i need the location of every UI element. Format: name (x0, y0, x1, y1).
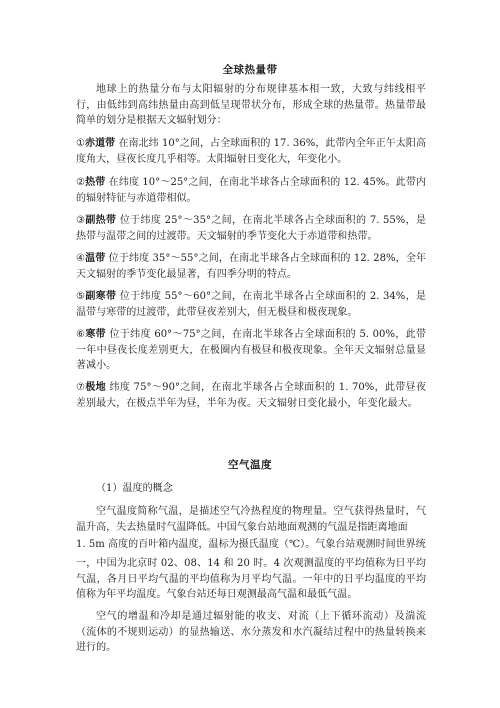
zone-item-3 (76, 213, 426, 244)
zone-item-7 (76, 380, 426, 411)
zone-item-2 (76, 175, 426, 206)
zone-name: 极地 (85, 382, 106, 393)
section-title-heat-zones: 全球热量带 (222, 64, 278, 76)
paragraph-temperature-2: 1. 5m 高度的百叶箱内温度，温标为摄氏温度（℃）。气象台站观测时间世界统 (76, 539, 426, 550)
zone-number: ② (76, 177, 86, 188)
zone-text: 位于纬度 25°～35°之间，在南北半球各占全球面积的 7. 55%，是热带与温带之间的过渡带。天文辐射的季节变化大于赤道带和热带。 (76, 215, 427, 242)
zone-name: 副寒带 (85, 291, 117, 302)
zone-text: 纬度 75°～90°之间，在南北半球各占全球面积的 1. 70%，此带昼夜差别最大，在极点半年为昼，半年为夜。天文辐射日变化最小，年变化最大。 (76, 382, 426, 409)
intro-paragraph: 地球上的热量分布与太阳辐射的分布规律基本相一致，大致与纬线相平行，由低纬到高纬热量由高到低呈现带状分布，形成全球的热量带。热量带最简单的划分是根据天文辐射划分： (76, 84, 426, 126)
zone-number: ⑤ (76, 291, 86, 302)
zone-name: 寒带 (85, 329, 106, 340)
zone-item-4 (76, 251, 426, 282)
zone-name: 温带 (85, 253, 106, 264)
zone-item-1 (76, 136, 426, 167)
paragraph-temperature-3: 一，中国为北京时 02、08、14 和 20 时。4 次观测温度的平均值称为日平均气温，各月日平均气温的平均值称为月平均气温。一年中的日平均温度的平均值称为年平均温度。气象台站还每日观测最高气温和最低气温。 (76, 558, 426, 600)
zone-text: 在南北纬 10°之间，占全球面积的 17. 36%，此带内全年正午太阳高度角大，昼夜长度几乎相等。太阳辐射日变化大，年变化小。 (76, 138, 426, 165)
zone-name: 赤道带 (85, 138, 116, 149)
subheading-temperature-concept: （1）温度的概念 (96, 483, 173, 494)
zone-text: 位于纬度 35°～55°之间，在南北半球各占全球面积的 12. 28%，全年天文辐射的季节变化最显著，有四季分明的特点。 (76, 253, 426, 280)
zone-number: ④ (76, 253, 86, 264)
zone-name: 副热带 (85, 215, 117, 226)
zone-item-6 (76, 327, 426, 374)
paragraph-temperature-1: 空气温度简称气温，是描述空气冷热程度的物理量。空气获得热量时，气温升高，失去热量时气温降低。中国气象台站地面观测的气温是指距离地面 (76, 506, 426, 533)
zone-name: 热带 (85, 177, 106, 188)
zone-text: 位于纬度 60°～75°之间，在南北半球各占全球面积的 5. 00%，此带一年中昼夜长度差别更大，在极圈内有极昼和极夜现象。全年天文辐射总量显著减小。 (76, 329, 426, 371)
zone-number: ⑦ (76, 382, 86, 393)
paragraph-temperature-4: 空气的增温和冷却是通过辐射能的收支、对流（上下循环流动）及湍流（流体的不规则运动）的显热输送、水分蒸发和水汽凝结过程中的热量转换来进行的。 (76, 611, 426, 653)
section-title-air-temperature: 空气温度 (228, 459, 272, 471)
zone-item-5 (76, 289, 426, 320)
zone-number: ① (76, 138, 86, 149)
zone-number: ⑥ (76, 329, 86, 340)
zone-text: 位于纬度 55°～60°之间，在南北半球各占全球面积的 2. 34%，是温带与寒带的过渡带，此带昼夜差别大，但无极昼和极夜现象。 (76, 291, 427, 318)
zone-number: ③ (76, 215, 86, 226)
zone-text: 在纬度 10°～25°之间，在南北半球各占全球面积的 12. 45%。此带内的辐射特征与赤道带相似。 (76, 177, 426, 204)
